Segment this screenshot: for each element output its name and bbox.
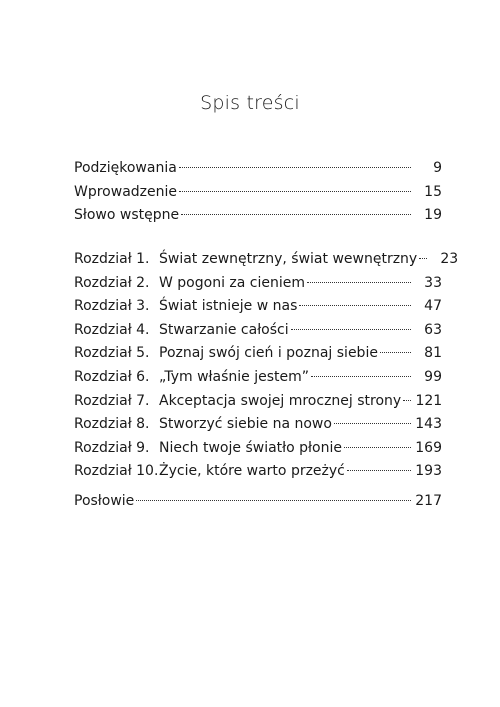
- toc-leader-dots: [419, 258, 427, 259]
- toc-chapter-label: Rozdział 6.: [74, 368, 150, 385]
- toc-entry-title: Posłowie: [74, 493, 135, 509]
- toc-leader-dots: [291, 329, 411, 330]
- toc-chapter-title: W pogoni za cieniem: [159, 274, 306, 291]
- toc-page-number: 9: [433, 160, 442, 176]
- toc-chapter-entry: [74, 413, 442, 437]
- toc-page-number: 169: [415, 439, 442, 456]
- toc-chapter-title: „Tym właśnie jestem”: [159, 368, 309, 385]
- toc-chapter-entry: [74, 295, 442, 319]
- toc-chapter-label: Rozdział 5.: [74, 345, 150, 362]
- toc-page-number: 193: [415, 463, 442, 480]
- toc-page-number: 121: [415, 392, 443, 409]
- toc-entry-title: Wprowadzenie: [74, 183, 177, 200]
- toc-entry: [74, 181, 442, 205]
- toc-chapter-title: Świat zewnętrzny, świat wewnętrzny: [159, 251, 418, 267]
- toc-chapter-entry: [74, 319, 442, 343]
- toc-chapter-entry: [74, 437, 442, 461]
- toc-leader-dots: [181, 214, 411, 215]
- toc-leader-dots: [334, 423, 411, 424]
- toc-page-number: 217: [415, 493, 442, 509]
- toc-entry: [74, 204, 442, 228]
- toc-chapter-entry: [74, 390, 442, 414]
- toc-page-number: 63: [424, 321, 442, 338]
- toc-chapter-label: Rozdział 7.: [74, 392, 150, 409]
- toc-leader-dots: [136, 500, 411, 501]
- toc-chapter-entry: [74, 272, 442, 296]
- toc-chapter-title: Poznaj swój cień i poznaj siebie: [159, 345, 378, 362]
- toc-back-matter: [74, 490, 442, 514]
- toc-entry: [74, 490, 442, 514]
- toc-page-number: 33: [424, 274, 442, 291]
- toc-chapter-title: Niech twoje światło płonie: [159, 439, 342, 456]
- toc-leader-dots: [344, 447, 411, 448]
- toc-chapter-entry: [74, 366, 442, 390]
- toc-leader-dots: [347, 470, 411, 471]
- toc-leader-dots: [307, 282, 411, 283]
- toc-chapter-label: Rozdział 8.: [74, 416, 150, 433]
- toc-leader-dots: [179, 167, 411, 168]
- toc-page-number: 15: [424, 183, 442, 200]
- toc-chapter-label: Rozdział 9.: [74, 439, 150, 456]
- toc-leader-dots: [299, 305, 411, 306]
- toc-entry: [74, 157, 442, 181]
- toc-chapter-label: Rozdział 3.: [74, 298, 150, 315]
- page-title: Spis treści: [200, 92, 300, 114]
- toc-leader-dots: [311, 376, 411, 377]
- toc-chapter-label: Rozdział 2.: [74, 274, 150, 291]
- toc-chapter-title: Akceptacja swojej mrocznej strony: [159, 392, 402, 409]
- toc-front-matter: [74, 157, 442, 228]
- toc-chapters: [74, 248, 459, 484]
- toc-chapter-label: Rozdział 4.: [74, 321, 150, 338]
- toc-page-number: 143: [415, 416, 442, 433]
- toc-page-number: 99: [424, 368, 442, 385]
- toc-chapter-title: Stwarzanie całości: [159, 321, 289, 338]
- toc-chapter-title: Świat istnieje w nas: [159, 298, 298, 315]
- toc-chapter-title: Stworzyć siebie na nowo: [159, 416, 332, 433]
- toc-leader-dots: [179, 191, 411, 192]
- toc-page-number: 47: [424, 298, 442, 315]
- toc-page-number: 81: [424, 345, 442, 362]
- toc-leader-dots: [380, 352, 411, 353]
- toc-entry-title: Podziękowania: [74, 160, 177, 176]
- toc-chapter-entry: [74, 342, 442, 366]
- toc-chapter-entry: [74, 460, 442, 484]
- toc-entry-title: Słowo wstępne: [74, 207, 180, 224]
- toc-chapter-label: Rozdział 10.: [74, 463, 159, 480]
- toc-chapter-entry: [74, 248, 459, 272]
- toc-leader-dots: [403, 400, 411, 401]
- toc-page-number: 19: [424, 207, 442, 224]
- toc-page-number: 23: [440, 251, 459, 267]
- toc-chapter-label: Rozdział 1.: [74, 251, 150, 267]
- toc-chapter-title: Życie, które warto przeżyć: [159, 463, 345, 480]
